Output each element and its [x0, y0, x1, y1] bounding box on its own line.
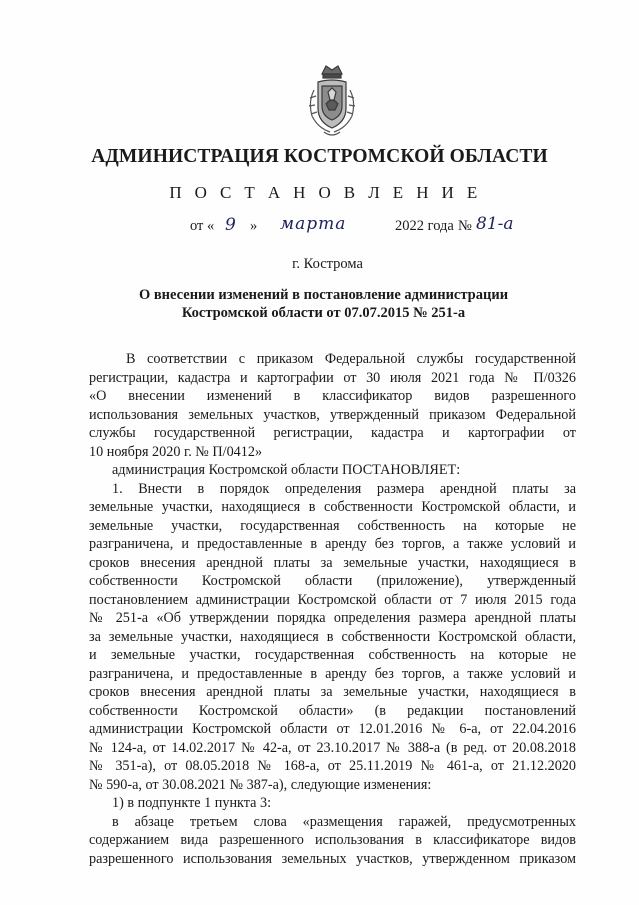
body-line: 10 ноября 2020 г. № П/0412»: [89, 443, 263, 460]
body-line: № 351-а), от 08.05.2018 № 168-а, от 25.11.2019 № 461-а, от 21.12.2020: [89, 758, 576, 774]
body-line: 1. Внести в порядок определения размера арендной платы за: [112, 480, 576, 497]
body-line: администрации Костромской области от 12.01.2016 № 6-а, от 22.04.2016: [89, 721, 576, 737]
coat-of-arms-emblem: [300, 60, 364, 140]
date-year: 2022 года: [395, 218, 454, 234]
document-type: П О С Т А Н О В Л Е Н И Е: [169, 183, 482, 202]
body-line: администрация Костромской области ПОСТАНОВЛЯЕТ:: [112, 462, 461, 478]
body-line: разграничена, и предоставленные в аренду без торгов, а также условий и: [89, 536, 576, 552]
date-month-handwritten: марта: [280, 214, 347, 234]
date-day-handwritten: 9: [225, 215, 236, 235]
body-line: регистрации, кадастра и картографии от 30 июля 2021 года № П/0326: [89, 369, 576, 386]
body-line: сроков внесения арендной платы за земельные участки, находящиеся в: [89, 554, 576, 571]
document-body: [89, 350, 576, 868]
organization-title: АДМИНИСТРАЦИЯ КОСТРОМСКОЙ ОБЛАСТИ: [91, 146, 548, 167]
date-prefix: от «: [190, 218, 215, 234]
body-line: сроков внесения арендной платы за земельные участки, находящиеся в: [89, 684, 576, 700]
body-line: постановлением администрации Костромской области от 7 июля 2015 года: [89, 591, 576, 608]
body-line: № 124-а, от 14.02.2017 № 42-а, от 23.10.2017 № 388-а (в ред. от 20.08.2018: [89, 739, 576, 756]
body-line: службы государственной регистрации, кадастра и картографии от: [89, 425, 576, 441]
body-line: № 251-а «Об утверждении порядка определения размера арендной платы: [89, 610, 576, 626]
document-title: [0, 286, 639, 322]
body-line: содержанием вида разрешенного использования в классификаторе видов: [89, 832, 576, 848]
body-line: «О внесении изменений в классификатор видов разрешенного: [89, 388, 576, 404]
body-line: в абзаце третьем слова «размещения гаражей, предусмотренных: [112, 813, 576, 830]
body-line: разрешенного использования земельных участков, утвержденном приказом: [89, 850, 576, 867]
city: г. Кострома: [292, 256, 363, 272]
body-line: № 590-а, от 30.08.2021 № 387-а), следующие изменения:: [89, 776, 432, 793]
title-line: Костромской области от 07.07.2015 № 251-а: [181, 305, 466, 321]
body-line: земельные участки, находящиеся в собственности Костромской области, и: [89, 499, 576, 515]
body-line: В соответствии с приказом Федеральной службы государственной: [126, 351, 576, 367]
body-line: за земельные участки, находящиеся в собственности Костромской области,: [89, 628, 576, 645]
title-line: О внесении изменений в постановление администрации: [138, 287, 509, 303]
body-line: собственности Костромской области» (в редакции постановлений: [89, 702, 576, 719]
body-line: и земельные участки, государственная собственность на которые не: [89, 647, 576, 663]
body-line: собственности Костромской области (приложение), утвержденный: [89, 573, 576, 589]
date-close-quote: »: [250, 218, 258, 234]
body-line: разграничена, и предоставленные в аренду без торгов, а также условий и: [89, 665, 576, 682]
body-line: земельные участки, государственная собственность на которые не: [89, 517, 576, 534]
document-number-handwritten: 81-а: [476, 214, 514, 234]
body-line: 1) в подпункте 1 пункта 3:: [112, 795, 272, 811]
body-line: использования земельных участков, утвержденный приказом Федеральной: [89, 406, 576, 423]
number-prefix: №: [458, 218, 472, 234]
